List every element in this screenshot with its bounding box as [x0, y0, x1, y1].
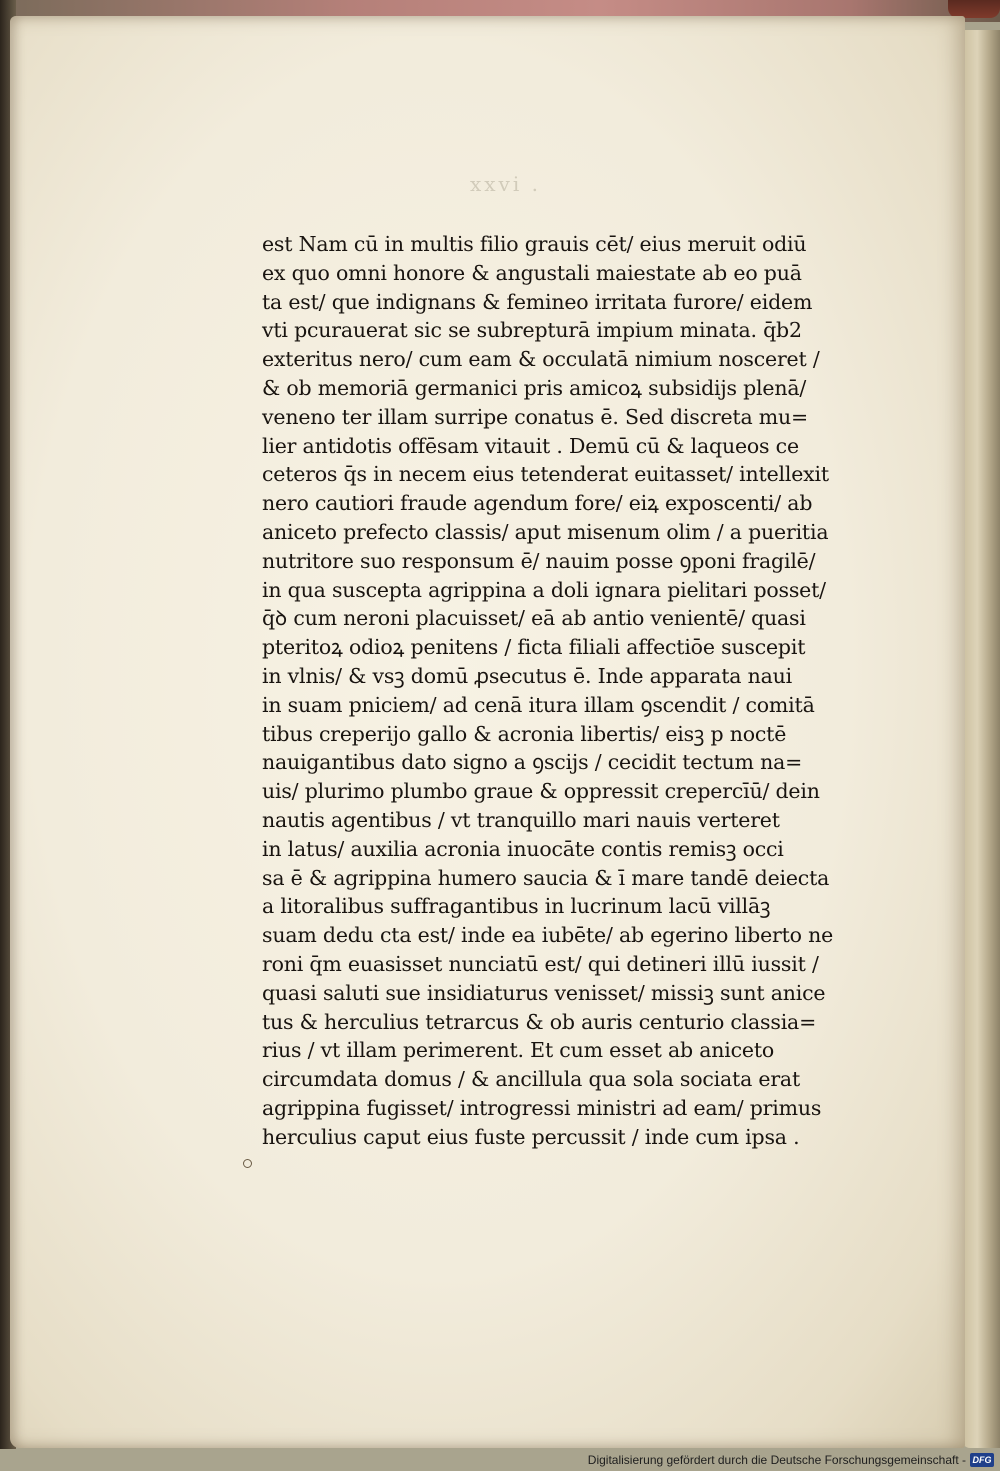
text-line: suam dedu cta est/ inde ea iubēte/ ab egerino liberto ne	[262, 923, 834, 948]
text-line: in suam pniciem/ ad cenā itura illam ꝯscendit / comitā	[262, 692, 815, 717]
dfg-logo: DFG	[970, 1453, 994, 1467]
text-line: agrippina fugisset/ introgressi ministri ad eam/ primus	[262, 1095, 822, 1120]
adjacent-page-edge	[962, 30, 1000, 1448]
text-line: ex quo omni honore & angustali maiestate ab eo puā	[262, 260, 802, 285]
folio-mark: xxvi .	[470, 172, 541, 196]
text-line: herculius caput eius fuste percussit / inde cum ipsa .	[262, 1124, 800, 1149]
text-line: tibus creperijo gallo & acronia libertis/ eisꝫ p noctē	[262, 721, 787, 746]
text-line: in qua suscepta agrippina a doli ignara pielitari posset/	[262, 577, 826, 602]
text-line: lier antidotis offēsam vitauit . Demū cū & laqueos ce	[262, 433, 799, 458]
text-line: circumdata domus / & ancillula qua sola sociata erat	[262, 1067, 800, 1092]
text-line: exteritus nero/ cum eam & occulatā nimium nosceret /	[262, 347, 820, 372]
text-line: ceteros q̄s in necem eius tetenderat euitasset/ intellexit	[262, 462, 829, 487]
text-line: & ob memoriā germanici pris amicoꝝ subsidijs plenā/	[262, 375, 807, 400]
text-line: veneno ter illam surripe conatus ē. Sed discreta mu=	[262, 404, 809, 429]
text-line: nauigantibus dato signo a ꝯscijs / cecidit tectum na=	[262, 750, 803, 775]
page-mark-dot	[243, 1159, 252, 1168]
text-line: nautis agentibus / vt tranquillo mari nauis verteret	[262, 807, 780, 832]
text-line: tus & herculius tetrarcus & ob auris centurio classia=	[262, 1009, 817, 1034]
text-line: a litoralibus suffragantibus in lucrinum lacū villāꝫ	[262, 894, 771, 919]
text-line: pteritoꝝ odioꝝ penitens / ficta filiali affectiōe suscepit	[262, 635, 806, 660]
text-line: nutritore suo responsum ē/ nauim posse ꝯponi fragilē/	[262, 548, 816, 573]
text-line: in vlnis/ & vsꝫ domū ꝓsecutus ē. Inde apparata naui	[262, 663, 792, 688]
text-line: vti pcurauerat sic se subrepturā impium minata. q̄b2	[262, 318, 802, 343]
text-line: in latus/ auxilia acronia inuocāte contis remisꝫ occi	[262, 836, 784, 861]
footer-bar	[0, 1449, 1000, 1471]
digitization-credit: Digitalisierung gefördert durch die Deutsche Forschungsgemeinschaft -	[587, 1453, 966, 1467]
text-line: quasi saluti sue insidiaturus venisset/ missiꝫ sunt anice	[262, 980, 826, 1005]
incunable-text-block	[262, 230, 834, 1152]
text-line: sa ē & agrippina humero saucia & ī mare tandē deiecta	[262, 865, 830, 890]
text-line: aniceto prefecto classis/ aput misenum olim / a pueritia	[262, 519, 829, 544]
text-line: nero cautiori fraude agendum fore/ eiꝝ exposcenti/ ab	[262, 491, 813, 516]
text-line: ta est/ que indignans & femineo irritata furore/ eidem	[262, 289, 813, 314]
text-line: q̄ꝺ cum neroni placuisset/ eā ab antio venientē/ quasi	[262, 606, 806, 631]
text-line: rius / vt illam perimerent. Et cum esset ab aniceto	[262, 1038, 775, 1063]
text-line: uis/ plurimo plumbo graue & oppressit crepercīū/ dein	[262, 779, 820, 804]
text-line: roni q̄m euasisset nunciatū est/ qui detineri illū iussit /	[262, 951, 819, 976]
text-line: est Nam cū in multis filio grauis cēt/ eius meruit odiū	[262, 232, 807, 256]
